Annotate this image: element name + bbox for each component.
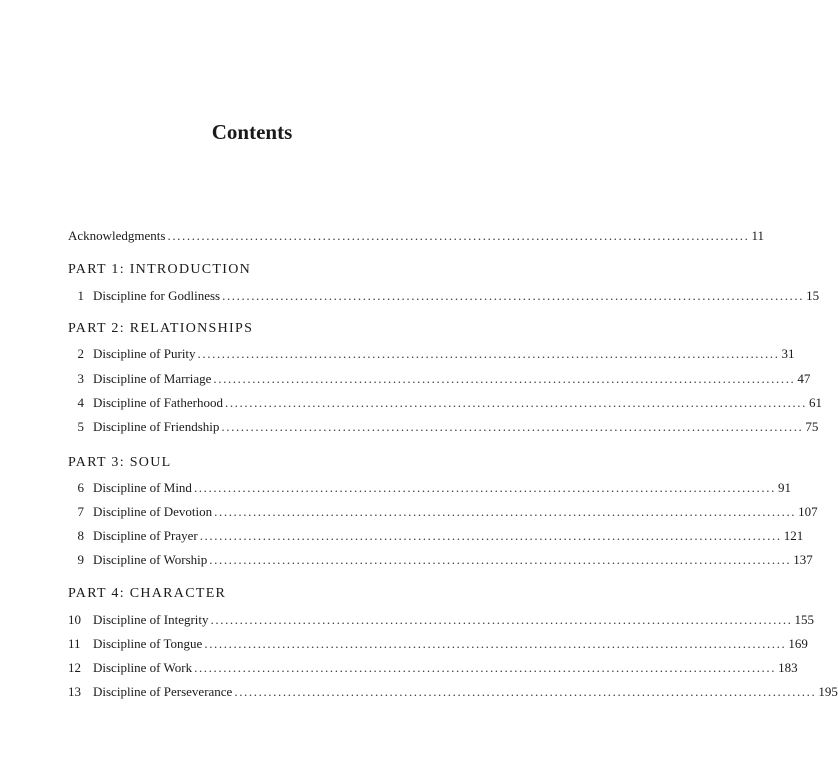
part-heading: PART 4: CHARACTER [68,586,227,601]
chapter-number: 3 [77,371,84,386]
toc-entry[interactable] [68,480,791,500]
toc-entry-label: Discipline of Devotion [93,504,213,519]
page-title: Contents [211,120,293,144]
chapter-number: 2 [77,346,84,361]
toc-entry-label: Discipline of Tongue [93,636,203,651]
chapter-number: 11 [68,636,81,651]
chapter-number: 4 [77,395,84,410]
chapter-number: 1 [77,288,84,303]
toc-entry-label: Discipline of Integrity [93,612,209,627]
dot-leader: ........................................................................................................................ [234,684,817,699]
toc-page-number: 169 [788,636,808,651]
toc-page-number: 121 [783,528,804,543]
dot-leader: ........................................................................................................................ [194,660,777,675]
part-heading: PART 1: INTRODUCTION [68,262,252,277]
chapter-number: 12 [68,660,81,675]
dot-leader: ........................................................................................................................ [214,504,797,519]
toc-entry-label: Discipline of Marriage [93,371,212,386]
toc-page-number: 137 [793,552,813,567]
chapter-number: 6 [77,480,84,495]
dot-leader: ........................................................................................................................ [224,395,807,410]
dot-leader: ........................................................................................................................ [204,636,787,651]
toc-page-number: 155 [794,612,815,627]
toc-entry[interactable] [68,419,819,439]
chapter-number: 8 [77,528,84,543]
chapter-number: 10 [68,612,81,627]
toc-entry-label: Discipline of Purity [93,346,196,361]
dot-leader: ........................................................................................................................ [222,288,805,303]
dot-leader: ........................................................................................................................ [199,528,782,543]
toc-entry-acknowledgments[interactable] [68,228,765,248]
toc-entry-label: Discipline of Perseverance [93,684,233,699]
toc-entry[interactable] [68,660,798,680]
toc-page-number: 61 [808,395,822,410]
chapter-number: 13 [68,684,81,699]
dot-leader: ........................................................................................................................ [167,228,750,243]
part-heading: PART 3: SOUL [68,455,172,470]
toc-entry-label: Discipline of Fatherhood [93,395,223,410]
toc-entry-label: Discipline of Mind [93,480,192,495]
toc-entry-label: Discipline for Godliness [93,288,221,303]
toc-entry[interactable] [68,504,818,524]
toc-entry-label: Discipline of Work [93,660,193,675]
chapter-number: 9 [77,552,84,567]
toc-page-number: 11 [751,228,765,243]
toc-entry-label: Acknowledgments [68,228,166,243]
toc-entry-label: Discipline of Worship [93,552,208,567]
toc-page-number: 31 [781,346,795,361]
toc-page-number: 75 [805,419,819,434]
dot-leader: ........................................................................................................................ [209,552,792,567]
toc-entry[interactable] [68,552,813,572]
dot-leader: ........................................................................................................................ [221,419,804,434]
toc-page-number: 91 [777,480,791,495]
toc-page-number: 47 [797,371,811,386]
dot-leader: ........................................................................................................................ [213,371,796,386]
toc-page-number: 107 [798,504,818,519]
chapter-number: 5 [77,419,84,434]
toc-page-number: 15 [806,288,820,303]
toc-entry[interactable] [68,528,804,548]
toc-entry-label: Discipline of Prayer [93,528,198,543]
toc-entry[interactable] [68,636,808,656]
toc-entry[interactable] [68,288,820,308]
toc-entry[interactable] [68,612,815,632]
dot-leader: ........................................................................................................................ [197,346,780,361]
chapter-number: 7 [77,504,84,519]
toc-entry[interactable] [68,346,795,366]
part-heading: PART 2: RELATIONSHIPS [68,321,254,336]
toc-entry[interactable] [68,684,838,704]
toc-page-number: 183 [778,660,798,675]
toc-entry[interactable] [68,395,822,415]
dot-leader: ........................................................................................................................ [193,480,776,495]
toc-entry[interactable] [68,371,811,391]
toc-entry-label: Discipline of Friendship [93,419,220,434]
dot-leader: ........................................................................................................................ [210,612,793,627]
toc-page-number: 195 [818,684,838,699]
